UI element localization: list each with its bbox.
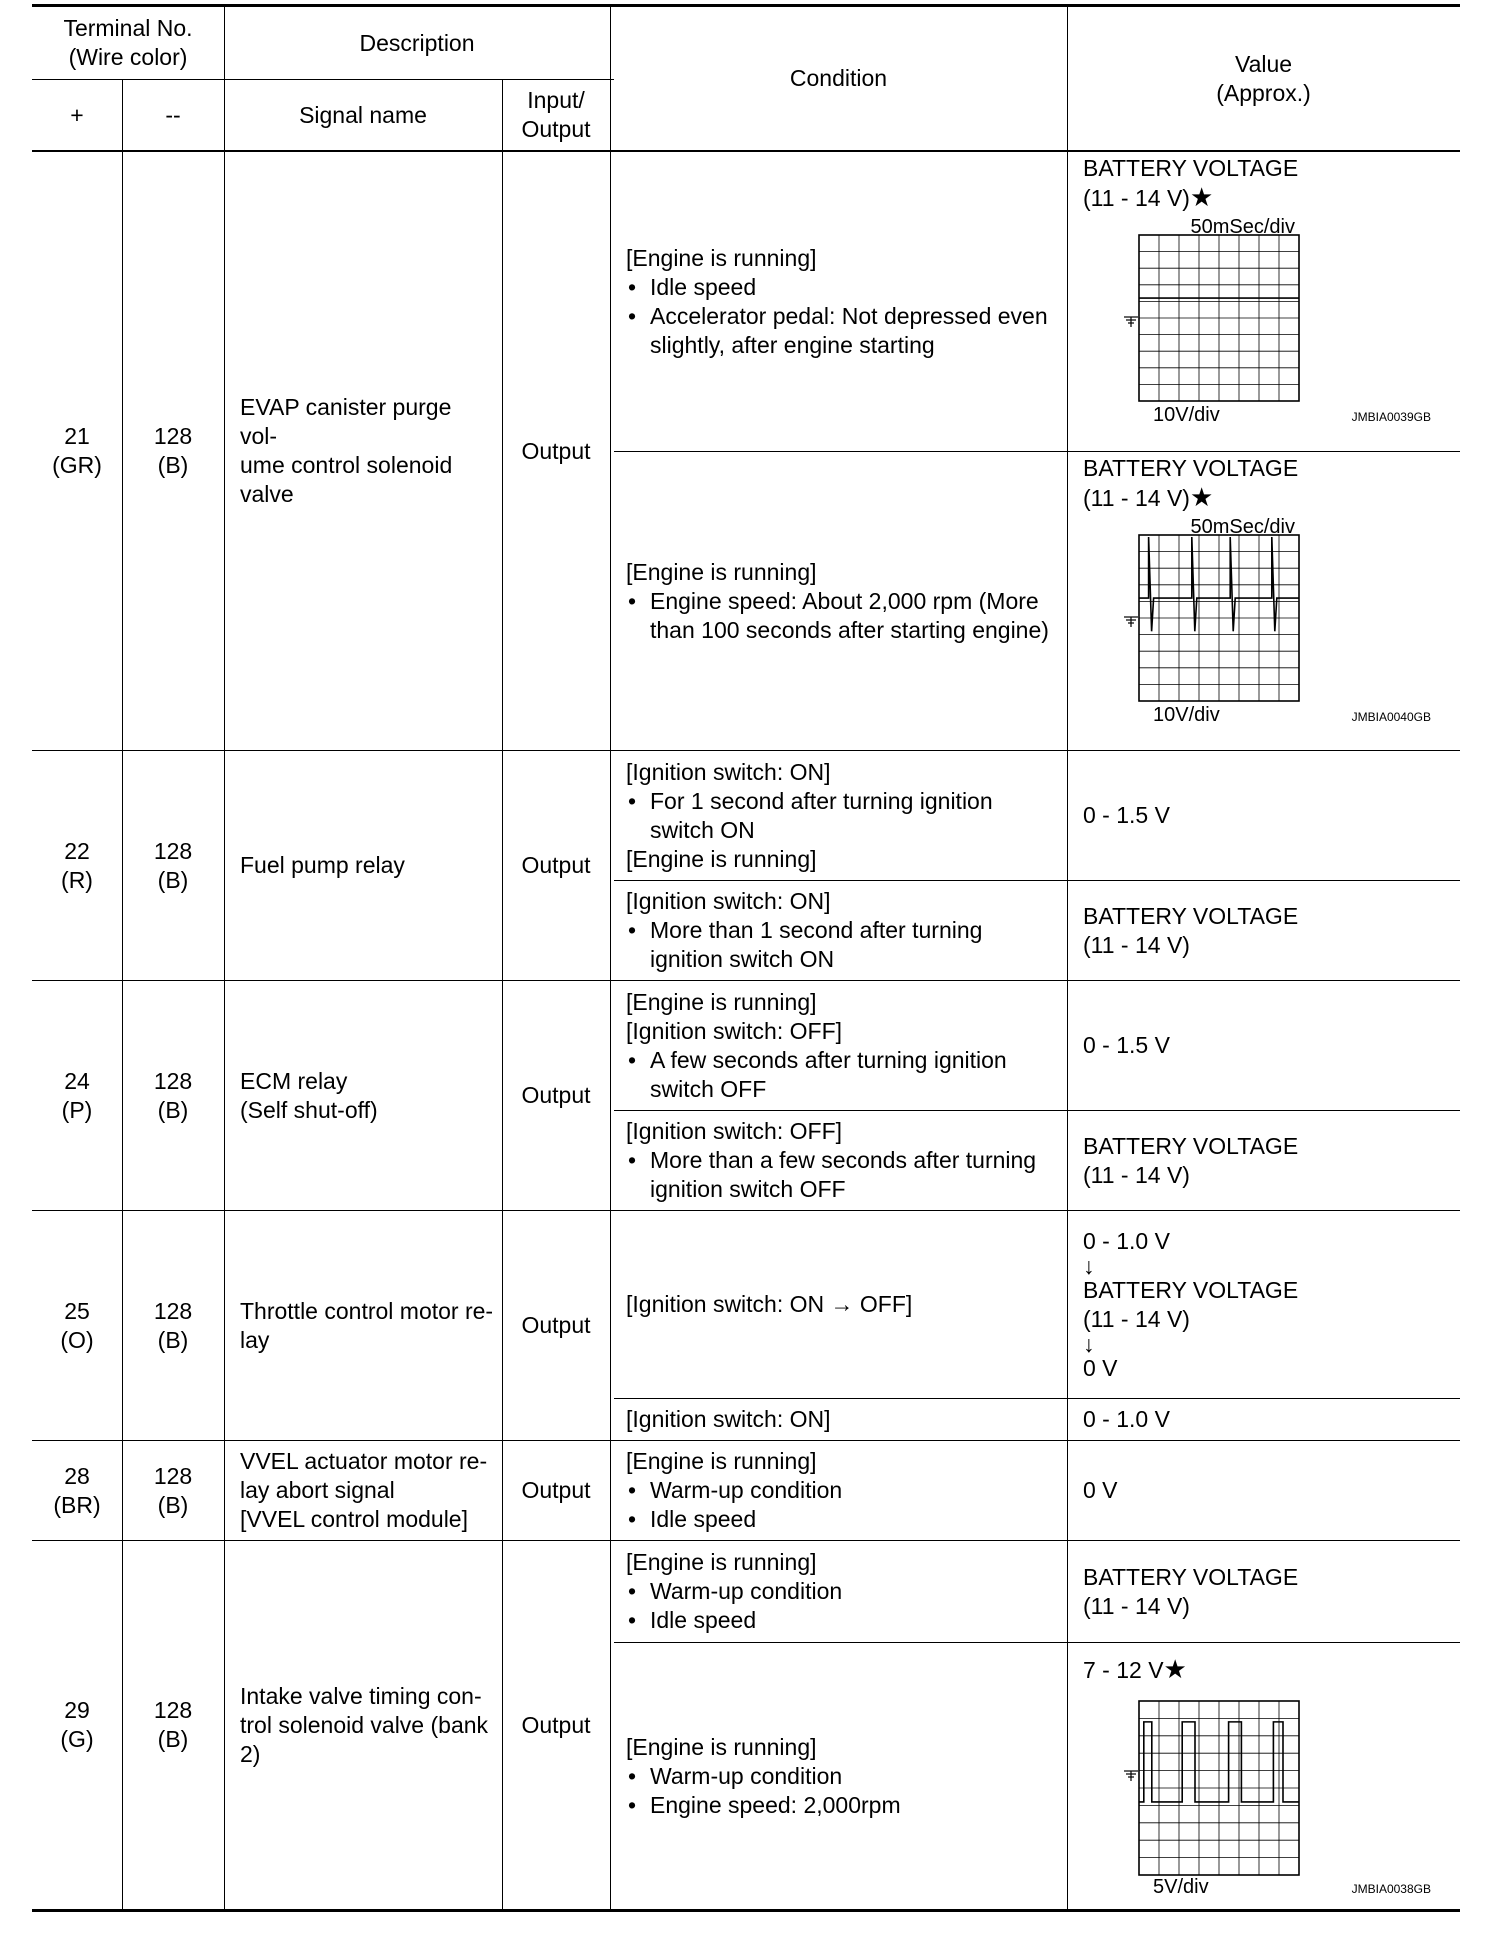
header-minus	[122, 80, 224, 150]
header-plus	[32, 80, 122, 150]
header-wire-color-label: (Wire color)	[68, 44, 188, 70]
condition-head: [Ignition switch: ON]	[626, 1406, 831, 1432]
value-text: 0 - 1.0 V	[1083, 1227, 1170, 1254]
oscilloscope-waveform	[1083, 1685, 1443, 1895]
ground-icon	[1124, 617, 1138, 627]
star-icon: ★	[1189, 482, 1214, 512]
signal-line: EVAP canister purge vol-	[240, 394, 452, 449]
scope-grid	[1139, 235, 1299, 401]
row22-io	[502, 751, 610, 980]
condition-head: [Engine is running]	[626, 244, 817, 271]
value-text: 0 - 1.5 V	[1083, 1032, 1170, 1058]
arrow-down-icon: ↓	[1083, 1252, 1095, 1279]
header-description	[224, 7, 610, 79]
value-title: 7 - 12 V	[1083, 1657, 1164, 1683]
value-text: BATTERY VOLTAGE	[1083, 1132, 1299, 1159]
header-terminal-label: Terminal No.	[63, 15, 193, 41]
wire-color: (O)	[60, 1326, 94, 1353]
row29-value-2	[1067, 1643, 1460, 1909]
condition-head: [Engine is running]	[626, 1448, 817, 1474]
row21-plus	[32, 152, 122, 750]
wire-color: (R)	[61, 866, 93, 893]
value-text: (11 - 14 V)	[1083, 1161, 1190, 1188]
row24-signal	[224, 981, 502, 1210]
row29-io	[502, 1541, 610, 1909]
star-icon: ★	[1163, 1654, 1187, 1684]
ground-icon	[1124, 317, 1138, 327]
header-value	[1067, 7, 1460, 150]
condition-bullet: • Accelerator pedal: Not depressed even slightly, after engine starting	[626, 302, 1057, 360]
row28-minus	[122, 1441, 224, 1540]
condition-bullet: • Idle speed	[626, 1606, 1057, 1635]
row28-plus	[32, 1441, 122, 1540]
header-condition	[610, 7, 1067, 150]
value-text: BATTERY VOLTAGE	[1083, 1276, 1299, 1303]
value-title-wrap	[1083, 1655, 1460, 1685]
row21-cond-2	[610, 452, 1067, 750]
row21-value-2	[1067, 452, 1460, 750]
row24-plus	[32, 981, 122, 1210]
row25-plus	[32, 1211, 122, 1440]
scope-figure-code: JMBIA0039GB	[1351, 410, 1431, 423]
terminal-number: 128	[153, 1067, 193, 1094]
value-sub-wrap	[1083, 483, 1460, 513]
wire-color: (B)	[157, 452, 189, 478]
scope-grid	[1139, 1701, 1299, 1875]
header-plus-label: +	[70, 101, 84, 128]
row24-value-1	[1067, 981, 1460, 1110]
condition-bullet: • More than 1 second after turning ignition switch ON	[626, 916, 1057, 974]
oscilloscope-waveform	[1083, 513, 1443, 723]
wire-color: (B)	[157, 1326, 189, 1353]
value-sub: (11 - 14 V)	[1083, 485, 1190, 511]
row25-cond-1	[610, 1211, 1067, 1398]
wire-color: (B)	[157, 1726, 189, 1752]
signal-line: Throttle control motor re-	[240, 1297, 494, 1324]
row22-minus	[122, 751, 224, 980]
value-text: (11 - 14 V)	[1083, 931, 1190, 958]
value-text: 0 V	[1083, 1354, 1118, 1381]
condition-bullet: • For 1 second after turning ignition switch ON	[626, 787, 1057, 845]
terminal-number: 128	[153, 1462, 193, 1489]
value-title: BATTERY VOLTAGE	[1083, 455, 1299, 481]
terminal-number: 25	[64, 1297, 90, 1324]
row24-io	[502, 981, 610, 1210]
value-text: (11 - 14 V)	[1083, 1305, 1190, 1332]
condition-bullet: • Warm-up condition	[626, 1476, 1057, 1505]
row24-minus	[122, 981, 224, 1210]
row28-signal	[224, 1441, 502, 1540]
condition-head: [Ignition switch: OFF]	[626, 1017, 843, 1044]
terminal-number: 24	[64, 1067, 90, 1094]
condition-head: [Ignition switch: ON → OFF]	[626, 1291, 913, 1317]
ground-icon	[1124, 1771, 1138, 1781]
condition-head: [Ignition switch: OFF]	[626, 1118, 843, 1144]
condition-head: [Ignition switch: ON]	[626, 758, 831, 785]
row21-signal	[224, 152, 502, 750]
star-icon: ★	[1189, 182, 1214, 212]
scope-time-div: 50mSec/div	[1190, 516, 1295, 538]
header-io-label-1: Input/	[527, 87, 585, 113]
condition-bullet: • Engine speed: About 2,000 rpm (More than 100 seconds after starting engine)	[626, 587, 1057, 645]
row24-cond-1	[610, 981, 1067, 1110]
value-text: 0 - 1.0 V	[1083, 1406, 1170, 1432]
header-io-label-2: Output	[521, 116, 591, 142]
signal-line: lay abort signal	[240, 1477, 395, 1503]
condition-bullet: • Warm-up condition	[626, 1577, 1057, 1606]
signal-line: trol solenoid valve (bank	[240, 1711, 489, 1738]
terminal-number: 21	[64, 423, 90, 449]
wire-color: (B)	[157, 866, 189, 893]
wire-color: (B)	[157, 1096, 189, 1123]
signal-line: [VVEL control module]	[240, 1506, 468, 1532]
row22-value-1	[1067, 751, 1460, 880]
row29-cond-1	[610, 1541, 1067, 1642]
signal-line: valve	[240, 481, 294, 507]
value-sub: (11 - 14 V)	[1083, 185, 1190, 211]
terminal-number: 128	[153, 837, 193, 864]
signal-line: (Self shut-off)	[240, 1096, 378, 1123]
condition-bullet: • Warm-up condition	[626, 1762, 1057, 1791]
header-value-label: Value	[1234, 50, 1293, 77]
row22-plus	[32, 751, 122, 980]
terminal-table	[32, 4, 1460, 1934]
wire-color: (GR)	[52, 452, 102, 478]
scope-volt-div: 10V/div	[1153, 704, 1220, 723]
row25-signal	[224, 1211, 502, 1440]
signal-line: VVEL actuator motor re-	[240, 1448, 488, 1474]
scope-volt-div: 10V/div	[1153, 404, 1220, 423]
io-value: Output	[521, 1082, 591, 1108]
row28-cond-1	[610, 1441, 1067, 1540]
row21-minus	[122, 152, 224, 750]
row29-signal	[224, 1541, 502, 1909]
header-terminal-no	[32, 7, 224, 79]
value-sub-wrap	[1083, 183, 1460, 213]
header-signal-name-label: Signal name	[299, 101, 427, 128]
value-text: 0 V	[1083, 1477, 1118, 1503]
io-value: Output	[521, 437, 591, 464]
wire-color: (G)	[60, 1726, 94, 1752]
io-value: Output	[521, 1711, 591, 1738]
row21-cond-1	[610, 152, 1067, 451]
condition-bullet: • Idle speed	[626, 273, 1057, 302]
value-title: BATTERY VOLTAGE	[1083, 155, 1299, 181]
terminal-number: 128	[153, 1697, 193, 1723]
terminal-number: 22	[64, 837, 90, 864]
row29-cond-2	[610, 1643, 1067, 1909]
header-signal-name	[224, 80, 502, 150]
scope-figure-code: JMBIA0040GB	[1351, 710, 1431, 723]
terminal-number: 28	[64, 1462, 90, 1489]
row22-cond-1	[610, 751, 1067, 880]
signal-line: ume control solenoid	[240, 452, 453, 478]
signal-line: Intake valve timing con-	[240, 1682, 482, 1709]
condition-head: [Engine is running]	[626, 558, 817, 585]
condition-bullet: • Idle speed	[626, 1505, 1057, 1534]
row25-value-2	[1067, 1399, 1460, 1440]
row28-io	[502, 1441, 610, 1540]
row29-value-1	[1067, 1541, 1460, 1642]
condition-head: [Engine is running]	[626, 1549, 817, 1575]
row28-value-1	[1067, 1441, 1460, 1540]
condition-bullet: • More than a few seconds after turning ignition switch OFF	[626, 1146, 1057, 1204]
scope-figure-code: JMBIA0038GB	[1351, 1882, 1431, 1895]
wire-color: (P)	[61, 1096, 93, 1123]
condition-head: [Ignition switch: ON]	[626, 888, 831, 914]
wire-color: (BR)	[53, 1491, 101, 1518]
signal-line: lay	[240, 1326, 270, 1353]
row25-io	[502, 1211, 610, 1440]
signal-line: Fuel pump relay	[240, 852, 405, 878]
scope-volt-div: 5V/div	[1153, 1876, 1209, 1895]
row22-cond-2	[610, 881, 1067, 980]
signal-line: 2)	[240, 1740, 261, 1767]
row21-io	[502, 152, 610, 750]
row22-signal	[224, 751, 502, 980]
io-value: Output	[521, 1477, 591, 1503]
row29-plus	[32, 1541, 122, 1909]
condition-tail: [Engine is running]	[626, 845, 817, 872]
terminal-number: 29	[64, 1697, 90, 1723]
row21-value-1	[1067, 152, 1460, 451]
io-value: Output	[521, 852, 591, 878]
value-text: BATTERY VOLTAGE	[1083, 1563, 1299, 1590]
row25-minus	[122, 1211, 224, 1440]
header-minus-label: --	[165, 101, 181, 128]
terminal-number: 128	[153, 1297, 193, 1324]
header-input-output	[502, 80, 610, 150]
row22-value-2	[1067, 881, 1460, 980]
oscilloscope-waveform	[1083, 213, 1443, 423]
arrow-down-icon: ↓	[1083, 1330, 1095, 1357]
terminal-number: 128	[153, 423, 193, 449]
scope-time-div: 50mSec/div	[1190, 216, 1295, 238]
value-text: 0 - 1.5 V	[1083, 802, 1170, 828]
row25-value-1	[1067, 1211, 1460, 1398]
header-description-label: Description	[359, 29, 475, 56]
table-bottom-rule	[32, 1909, 1460, 1912]
condition-head: [Engine is running]	[626, 988, 817, 1015]
row24-cond-2	[610, 1111, 1067, 1210]
condition-bullet: • Engine speed: 2,000rpm	[626, 1791, 1057, 1820]
row25-cond-2	[610, 1399, 1067, 1440]
value-text: BATTERY VOLTAGE	[1083, 902, 1299, 929]
wire-color: (B)	[157, 1491, 189, 1518]
condition-bullet: • A few seconds after turning ignition switch OFF	[626, 1046, 1057, 1104]
io-value: Output	[521, 1312, 591, 1338]
signal-line: ECM relay	[240, 1067, 348, 1094]
row29-minus	[122, 1541, 224, 1909]
value-text: (11 - 14 V)	[1083, 1592, 1190, 1619]
row24-value-2	[1067, 1111, 1460, 1210]
header-approx-label: (Approx.)	[1216, 79, 1311, 106]
header-condition-label: Condition	[789, 65, 888, 91]
condition-head: [Engine is running]	[626, 1733, 817, 1760]
